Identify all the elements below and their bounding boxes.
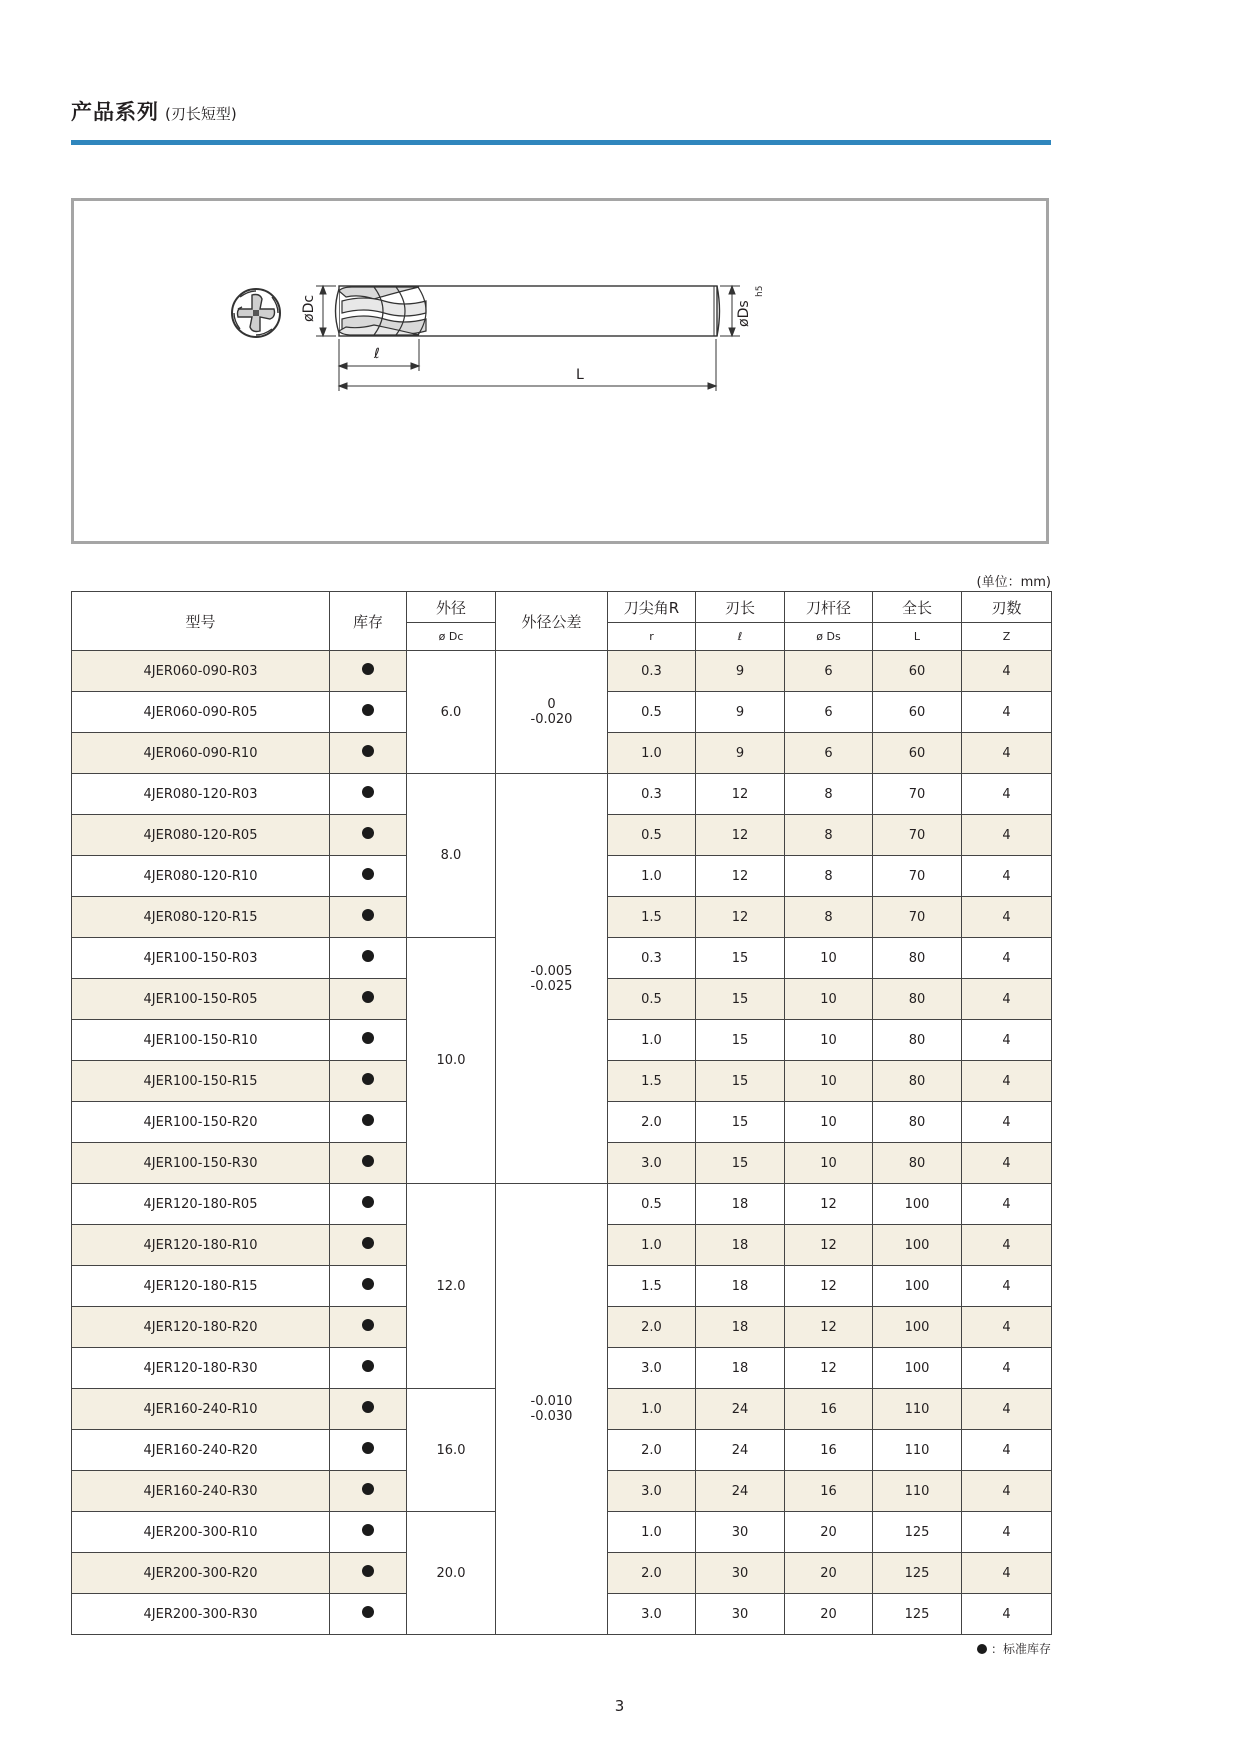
stock-cell bbox=[330, 1184, 407, 1225]
header-edge-length: 刃长 bbox=[696, 592, 785, 623]
model-cell: 4JER080-120-R03 bbox=[72, 774, 330, 815]
stock-cell bbox=[330, 692, 407, 733]
end-view-icon bbox=[232, 289, 280, 337]
tolerance-upper: -0.010 bbox=[530, 1394, 573, 1409]
shank-dia-cell: 10 bbox=[785, 938, 873, 979]
stock-dot-icon bbox=[362, 704, 374, 716]
overall-length-cell: 60 bbox=[873, 733, 962, 774]
flutes-cell: 4 bbox=[962, 1143, 1052, 1184]
tolerance-cell bbox=[496, 1184, 608, 1635]
flutes-cell: 4 bbox=[962, 856, 1052, 897]
stock-dot-icon bbox=[362, 1524, 374, 1536]
header-dc: 外径 bbox=[407, 592, 496, 623]
corner-r-cell: 3.0 bbox=[608, 1594, 696, 1635]
stock-cell bbox=[330, 1266, 407, 1307]
flutes-cell: 4 bbox=[962, 1102, 1052, 1143]
stock-cell bbox=[330, 1389, 407, 1430]
stock-cell bbox=[330, 979, 407, 1020]
corner-r-cell: 0.5 bbox=[608, 979, 696, 1020]
model-cell: 4JER080-120-R10 bbox=[72, 856, 330, 897]
flutes-cell: 4 bbox=[962, 1512, 1052, 1553]
corner-r-cell: 1.0 bbox=[608, 1225, 696, 1266]
model-cell: 4JER200-300-R20 bbox=[72, 1553, 330, 1594]
overall-length-cell: 110 bbox=[873, 1471, 962, 1512]
dc-cell: 12.0 bbox=[407, 1184, 496, 1389]
stock-dot-icon bbox=[362, 745, 374, 757]
stock-dot-icon bbox=[362, 991, 374, 1003]
shank-dia-cell: 8 bbox=[785, 897, 873, 938]
flutes-cell: 4 bbox=[962, 1348, 1052, 1389]
flutes-cell: 4 bbox=[962, 733, 1052, 774]
overall-length-cell: 60 bbox=[873, 651, 962, 692]
shank-dia-cell: 10 bbox=[785, 1020, 873, 1061]
subheader-dc: ø Dc bbox=[407, 623, 496, 651]
model-cell: 4JER120-180-R30 bbox=[72, 1348, 330, 1389]
overall-length-cell: 100 bbox=[873, 1307, 962, 1348]
product-spec-table bbox=[71, 591, 1052, 1635]
overall-length-cell: 70 bbox=[873, 856, 962, 897]
flutes-cell: 4 bbox=[962, 897, 1052, 938]
edge-length-cell: 15 bbox=[696, 1143, 785, 1184]
ds-tolerance-label: h5 bbox=[755, 285, 765, 297]
flutes-cell: 4 bbox=[962, 1471, 1052, 1512]
overall-length-cell: 60 bbox=[873, 692, 962, 733]
overall-length-cell: 100 bbox=[873, 1225, 962, 1266]
ds-label: øDs bbox=[736, 300, 752, 327]
edge-length-cell: 15 bbox=[696, 938, 785, 979]
tolerance-lower: -0.020 bbox=[530, 712, 573, 727]
shank-dia-cell: 20 bbox=[785, 1594, 873, 1635]
model-cell: 4JER080-120-R15 bbox=[72, 897, 330, 938]
stock-dot-icon bbox=[362, 868, 374, 880]
dc-cell: 16.0 bbox=[407, 1389, 496, 1512]
edge-length-cell: 12 bbox=[696, 856, 785, 897]
flutes-cell: 4 bbox=[962, 1184, 1052, 1225]
model-cell: 4JER200-300-R10 bbox=[72, 1512, 330, 1553]
shank-dia-cell: 12 bbox=[785, 1307, 873, 1348]
edge-length-cell: 30 bbox=[696, 1512, 785, 1553]
stock-dot-icon bbox=[362, 1606, 374, 1618]
stock-dot-icon bbox=[362, 1114, 374, 1126]
stock-dot-icon bbox=[362, 827, 374, 839]
corner-r-cell: 1.0 bbox=[608, 1020, 696, 1061]
stock-cell bbox=[330, 1553, 407, 1594]
legend bbox=[977, 1640, 1051, 1657]
model-cell: 4JER120-180-R15 bbox=[72, 1266, 330, 1307]
dc-cell: 8.0 bbox=[407, 774, 496, 938]
model-cell: 4JER100-150-R03 bbox=[72, 938, 330, 979]
model-cell: 4JER160-240-R20 bbox=[72, 1430, 330, 1471]
edge-length-cell: 30 bbox=[696, 1594, 785, 1635]
corner-r-cell: 3.0 bbox=[608, 1348, 696, 1389]
edge-length-cell: 18 bbox=[696, 1348, 785, 1389]
stock-cell bbox=[330, 815, 407, 856]
shank-dia-cell: 8 bbox=[785, 856, 873, 897]
shank-dia-cell: 6 bbox=[785, 733, 873, 774]
edge-length-cell: 12 bbox=[696, 774, 785, 815]
flutes-cell: 4 bbox=[962, 1020, 1052, 1061]
corner-r-cell: 1.5 bbox=[608, 1061, 696, 1102]
page-header bbox=[71, 96, 1051, 126]
edge-length-cell: 15 bbox=[696, 1020, 785, 1061]
model-cell: 4JER100-150-R20 bbox=[72, 1102, 330, 1143]
overall-length-cell: 125 bbox=[873, 1553, 962, 1594]
stock-cell bbox=[330, 1061, 407, 1102]
model-cell: 4JER160-240-R30 bbox=[72, 1471, 330, 1512]
end-mill-drawing bbox=[74, 201, 1046, 541]
shank-dia-cell: 16 bbox=[785, 1471, 873, 1512]
tolerance-lower: -0.025 bbox=[530, 978, 573, 994]
flutes-cell: 4 bbox=[962, 1430, 1052, 1471]
standard-stock-dot-icon bbox=[977, 1644, 987, 1654]
stock-dot-icon bbox=[362, 1196, 374, 1208]
stock-dot-icon bbox=[362, 1483, 374, 1495]
stock-dot-icon bbox=[362, 1401, 374, 1413]
corner-r-cell: 1.0 bbox=[608, 856, 696, 897]
edge-length-cell: 18 bbox=[696, 1307, 785, 1348]
stock-dot-icon bbox=[362, 1032, 374, 1044]
stock-dot-icon bbox=[362, 1360, 374, 1372]
stock-cell bbox=[330, 1594, 407, 1635]
edge-length-cell: 9 bbox=[696, 692, 785, 733]
overall-length-cell: 80 bbox=[873, 1143, 962, 1184]
stock-cell bbox=[330, 1512, 407, 1553]
table-header-row bbox=[72, 592, 1052, 623]
corner-r-cell: 0.3 bbox=[608, 774, 696, 815]
flutes-cell: 4 bbox=[962, 1061, 1052, 1102]
overall-length-cell: 100 bbox=[873, 1348, 962, 1389]
overall-length-cell: 125 bbox=[873, 1594, 962, 1635]
overall-length-cell: 70 bbox=[873, 897, 962, 938]
overall-length-cell: 110 bbox=[873, 1389, 962, 1430]
edge-length-cell: 24 bbox=[696, 1471, 785, 1512]
stock-dot-icon bbox=[362, 1442, 374, 1454]
stock-dot-icon bbox=[362, 1319, 374, 1331]
stock-cell bbox=[330, 651, 407, 692]
overall-length-cell: 100 bbox=[873, 1266, 962, 1307]
dc-cell: 10.0 bbox=[407, 938, 496, 1184]
shank-dia-cell: 8 bbox=[785, 774, 873, 815]
tolerance-cell bbox=[496, 651, 608, 774]
shank-dia-cell: 20 bbox=[785, 1512, 873, 1553]
shank-dia-cell: 10 bbox=[785, 979, 873, 1020]
corner-r-cell: 2.0 bbox=[608, 1307, 696, 1348]
flutes-cell: 4 bbox=[962, 692, 1052, 733]
edge-length-cell: 18 bbox=[696, 1225, 785, 1266]
overall-length-cell: 110 bbox=[873, 1430, 962, 1471]
corner-r-cell: 1.5 bbox=[608, 1266, 696, 1307]
header-overall-length: 全长 bbox=[873, 592, 962, 623]
stock-dot-icon bbox=[362, 1073, 374, 1085]
stock-dot-icon bbox=[362, 950, 374, 962]
corner-r-cell: 1.5 bbox=[608, 897, 696, 938]
model-cell: 4JER120-180-R10 bbox=[72, 1225, 330, 1266]
edge-length-cell: 9 bbox=[696, 651, 785, 692]
shank-dia-cell: 10 bbox=[785, 1061, 873, 1102]
corner-r-cell: 3.0 bbox=[608, 1143, 696, 1184]
overall-length-cell: 80 bbox=[873, 938, 962, 979]
edge-length-cell: 30 bbox=[696, 1553, 785, 1594]
edge-length-cell: 15 bbox=[696, 1061, 785, 1102]
stock-cell bbox=[330, 1348, 407, 1389]
flutes-cell: 4 bbox=[962, 1594, 1052, 1635]
model-cell: 4JER100-150-R05 bbox=[72, 979, 330, 1020]
flutes-cell: 4 bbox=[962, 1225, 1052, 1266]
unit-note: (单位：mm) bbox=[976, 575, 1051, 590]
shank-dia-cell: 8 bbox=[785, 815, 873, 856]
subheader-z: Z bbox=[962, 623, 1052, 651]
corner-r-cell: 3.0 bbox=[608, 1471, 696, 1512]
shank-dia-cell: 12 bbox=[785, 1348, 873, 1389]
header-rule bbox=[71, 140, 1051, 145]
page-subtitle: (刃长短型) bbox=[165, 105, 237, 123]
shank-dia-cell: 12 bbox=[785, 1184, 873, 1225]
overall-length-cell: 100 bbox=[873, 1184, 962, 1225]
header-flutes: 刃数 bbox=[962, 592, 1052, 623]
model-cell: 4JER200-300-R30 bbox=[72, 1594, 330, 1635]
model-cell: 4JER100-150-R10 bbox=[72, 1020, 330, 1061]
flutes-cell: 4 bbox=[962, 815, 1052, 856]
shank-dia-cell: 6 bbox=[785, 692, 873, 733]
shank-dia-cell: 6 bbox=[785, 651, 873, 692]
stock-cell bbox=[330, 1307, 407, 1348]
stock-cell bbox=[330, 938, 407, 979]
shank-dia-cell: 16 bbox=[785, 1389, 873, 1430]
tolerance-upper: 0 bbox=[547, 697, 556, 712]
flutes-cell: 4 bbox=[962, 979, 1052, 1020]
model-cell: 4JER120-180-R05 bbox=[72, 1184, 330, 1225]
corner-r-cell: 2.0 bbox=[608, 1102, 696, 1143]
dc-label: øDc bbox=[301, 294, 317, 322]
corner-r-cell: 1.0 bbox=[608, 1512, 696, 1553]
flutes-cell: 4 bbox=[962, 1553, 1052, 1594]
corner-r-cell: 2.0 bbox=[608, 1430, 696, 1471]
stock-dot-icon bbox=[362, 1155, 374, 1167]
edge-length-label: ℓ bbox=[374, 346, 380, 362]
corner-r-cell: 0.5 bbox=[608, 1184, 696, 1225]
overall-length-label: L bbox=[576, 367, 584, 383]
edge-length-cell: 18 bbox=[696, 1266, 785, 1307]
shank-dia-cell: 12 bbox=[785, 1266, 873, 1307]
stock-cell bbox=[330, 1430, 407, 1471]
dc-cell: 20.0 bbox=[407, 1512, 496, 1635]
stock-dot-icon bbox=[362, 1237, 374, 1249]
model-cell: 4JER060-090-R03 bbox=[72, 651, 330, 692]
edge-length-cell: 15 bbox=[696, 979, 785, 1020]
subheader-L: L bbox=[873, 623, 962, 651]
model-cell: 4JER060-090-R10 bbox=[72, 733, 330, 774]
model-cell: 4JER100-150-R15 bbox=[72, 1061, 330, 1102]
flutes-cell: 4 bbox=[962, 1389, 1052, 1430]
shank-dia-cell: 16 bbox=[785, 1430, 873, 1471]
corner-r-cell: 2.0 bbox=[608, 1553, 696, 1594]
subheader-r: r bbox=[608, 623, 696, 651]
shank-dia-cell: 10 bbox=[785, 1143, 873, 1184]
edge-length-cell: 15 bbox=[696, 1102, 785, 1143]
header-stock: 库存 bbox=[330, 592, 407, 651]
tool-diagram bbox=[71, 198, 1049, 544]
subheader-len: ℓ bbox=[696, 623, 785, 651]
stock-cell bbox=[330, 1143, 407, 1184]
stock-cell bbox=[330, 1102, 407, 1143]
overall-length-cell: 80 bbox=[873, 1102, 962, 1143]
shank-dia-cell: 10 bbox=[785, 1102, 873, 1143]
header-model: 型号 bbox=[72, 592, 330, 651]
stock-cell bbox=[330, 856, 407, 897]
tolerance-cell bbox=[496, 774, 608, 1184]
edge-length-cell: 24 bbox=[696, 1430, 785, 1471]
stock-cell bbox=[330, 733, 407, 774]
edge-length-cell: 12 bbox=[696, 897, 785, 938]
stock-dot-icon bbox=[362, 663, 374, 675]
table-row bbox=[72, 651, 1052, 692]
flutes-cell: 4 bbox=[962, 938, 1052, 979]
corner-r-cell: 1.0 bbox=[608, 1389, 696, 1430]
legend-text: ：标准库存 bbox=[990, 1642, 1051, 1656]
flutes-cell: 4 bbox=[962, 651, 1052, 692]
corner-r-cell: 0.3 bbox=[608, 938, 696, 979]
side-view bbox=[336, 286, 720, 336]
overall-length-cell: 70 bbox=[873, 815, 962, 856]
stock-cell bbox=[330, 1225, 407, 1266]
page-number: 3 bbox=[614, 1697, 625, 1715]
stock-dot-icon bbox=[362, 909, 374, 921]
overall-length-cell: 125 bbox=[873, 1512, 962, 1553]
shank-dia-cell: 20 bbox=[785, 1553, 873, 1594]
corner-r-cell: 1.0 bbox=[608, 733, 696, 774]
overall-length-cell: 70 bbox=[873, 774, 962, 815]
corner-r-cell: 0.3 bbox=[608, 651, 696, 692]
model-cell: 4JER160-240-R10 bbox=[72, 1389, 330, 1430]
overall-length-cell: 80 bbox=[873, 1061, 962, 1102]
overall-length-cell: 80 bbox=[873, 1020, 962, 1061]
flutes-cell: 4 bbox=[962, 1307, 1052, 1348]
header-shank-dia: 刀杆径 bbox=[785, 592, 873, 623]
stock-cell bbox=[330, 774, 407, 815]
dc-cell: 6.0 bbox=[407, 651, 496, 774]
subheader-ds: ø Ds bbox=[785, 623, 873, 651]
page-title: 产品系列 bbox=[71, 100, 159, 124]
model-cell: 4JER080-120-R05 bbox=[72, 815, 330, 856]
table-row bbox=[72, 774, 1052, 815]
edge-length-cell: 18 bbox=[696, 1184, 785, 1225]
model-cell: 4JER060-090-R05 bbox=[72, 692, 330, 733]
flutes-cell: 4 bbox=[962, 774, 1052, 815]
tolerance-lower: -0.030 bbox=[530, 1409, 573, 1424]
edge-length-cell: 24 bbox=[696, 1389, 785, 1430]
corner-r-cell: 0.5 bbox=[608, 692, 696, 733]
stock-dot-icon bbox=[362, 1565, 374, 1577]
header-corner-r: 刀尖角R bbox=[608, 592, 696, 623]
stock-cell bbox=[330, 897, 407, 938]
overall-length-cell: 80 bbox=[873, 979, 962, 1020]
stock-dot-icon bbox=[362, 786, 374, 798]
model-cell: 4JER100-150-R30 bbox=[72, 1143, 330, 1184]
edge-length-cell: 9 bbox=[696, 733, 785, 774]
table-row bbox=[72, 1184, 1052, 1225]
edge-length-cell: 12 bbox=[696, 815, 785, 856]
model-cell: 4JER120-180-R20 bbox=[72, 1307, 330, 1348]
tolerance-upper: -0.005 bbox=[530, 963, 573, 979]
corner-r-cell: 0.5 bbox=[608, 815, 696, 856]
flutes-cell: 4 bbox=[962, 1266, 1052, 1307]
stock-dot-icon bbox=[362, 1278, 374, 1290]
shank-dia-cell: 12 bbox=[785, 1225, 873, 1266]
stock-cell bbox=[330, 1020, 407, 1061]
stock-cell bbox=[330, 1471, 407, 1512]
header-tolerance: 外径公差 bbox=[496, 592, 608, 651]
